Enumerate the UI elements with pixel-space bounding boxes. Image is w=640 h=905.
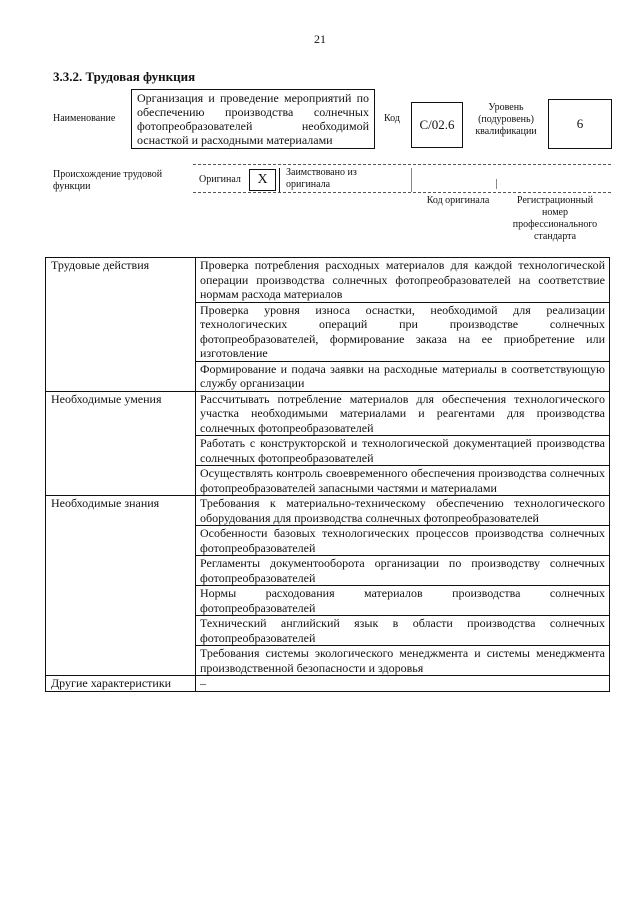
origin-label: Происхождение трудовой функции: [53, 169, 163, 192]
original-label: Оригинал: [199, 174, 241, 185]
table-cell: Особенности базовых технологических процессов производства солнечных фотопреобразователей: [196, 526, 610, 556]
level-box: 6: [548, 99, 612, 149]
origin-separator: [279, 168, 280, 192]
table-cell: Требования к материально-техническому обеспечению технологического оборудования для производства солнечных фотопреобразователей: [196, 496, 610, 526]
row-label-skills: Необходимые умения: [46, 391, 196, 496]
original-mark-box: X: [249, 169, 276, 191]
table-row: [46, 676, 610, 692]
code-box: C/02.6: [411, 102, 463, 148]
origin-separator-2: [411, 168, 412, 192]
origin-tick: [496, 179, 497, 189]
function-table: [45, 257, 610, 692]
table-cell: –: [196, 676, 610, 692]
section-title: 3.3.2. Трудовая функция: [53, 69, 196, 84]
reg-number-label: Регистрационный номер профессионального стандарта: [512, 195, 598, 242]
table-row: [46, 391, 610, 436]
row-label-other: Другие характеристики: [46, 676, 196, 692]
function-name-box: Организация и проведение мероприятий по обеспечению производства солнечных фотопреобразователей необходимой оснасткой и расходными материалами: [131, 89, 375, 149]
table-cell: Проверка уровня износа оснастки, необходимой для реализации технологических операций при производстве солнечных фотопреобразователей, формирование заказа на ее приобретение или изготовление: [196, 302, 610, 361]
level-label: Уровень (подуровень) квалификации: [475, 102, 537, 137]
code-label: Код: [384, 113, 400, 124]
borrowed-label: Заимствовано из оригинала: [286, 167, 357, 190]
table-row: [46, 496, 610, 526]
page-number: 21: [314, 32, 326, 46]
origin-top-line: [193, 164, 611, 165]
table-cell: Нормы расходования материалов производства солнечных фотопреобразователей: [196, 586, 610, 616]
table-cell: Технический английский язык в области производства солнечных фотопреобразователей: [196, 616, 610, 646]
name-label: Наименование: [53, 113, 116, 124]
table-cell: Формирование и подача заявки на расходные материалы в соответствующую службу организации: [196, 361, 610, 391]
row-label-actions: Трудовые действия: [46, 258, 196, 392]
table-cell: Регламенты документооборота организации по производству солнечных фотопреобразователей: [196, 556, 610, 586]
code-original-label: Код оригинала: [426, 195, 490, 206]
table-cell: Работать с конструкторской и технологической документацией производства солнечных фотопреобразователей: [196, 436, 610, 466]
table-cell: Требования системы экологического менеджмента и системы менеджмента производственной безопасности и здоровья: [196, 646, 610, 676]
table-cell: Проверка потребления расходных материалов для каждой технологической операции производства солнечных фотопреобразователей на соответствие нормам расхода материалов: [196, 258, 610, 303]
origin-bottom-line: [193, 192, 611, 193]
table-cell: Рассчитывать потребление материалов для обеспечения технологического участка необходимыми материалами и реагентами для производства солнечных фотопреобразователей: [196, 391, 610, 436]
row-label-knowledge: Необходимые знания: [46, 496, 196, 676]
table-cell: Осуществлять контроль своевременного обеспечения производства солнечных фотопреобразователей запасными частями и материалами: [196, 466, 610, 496]
table-row: [46, 258, 610, 303]
